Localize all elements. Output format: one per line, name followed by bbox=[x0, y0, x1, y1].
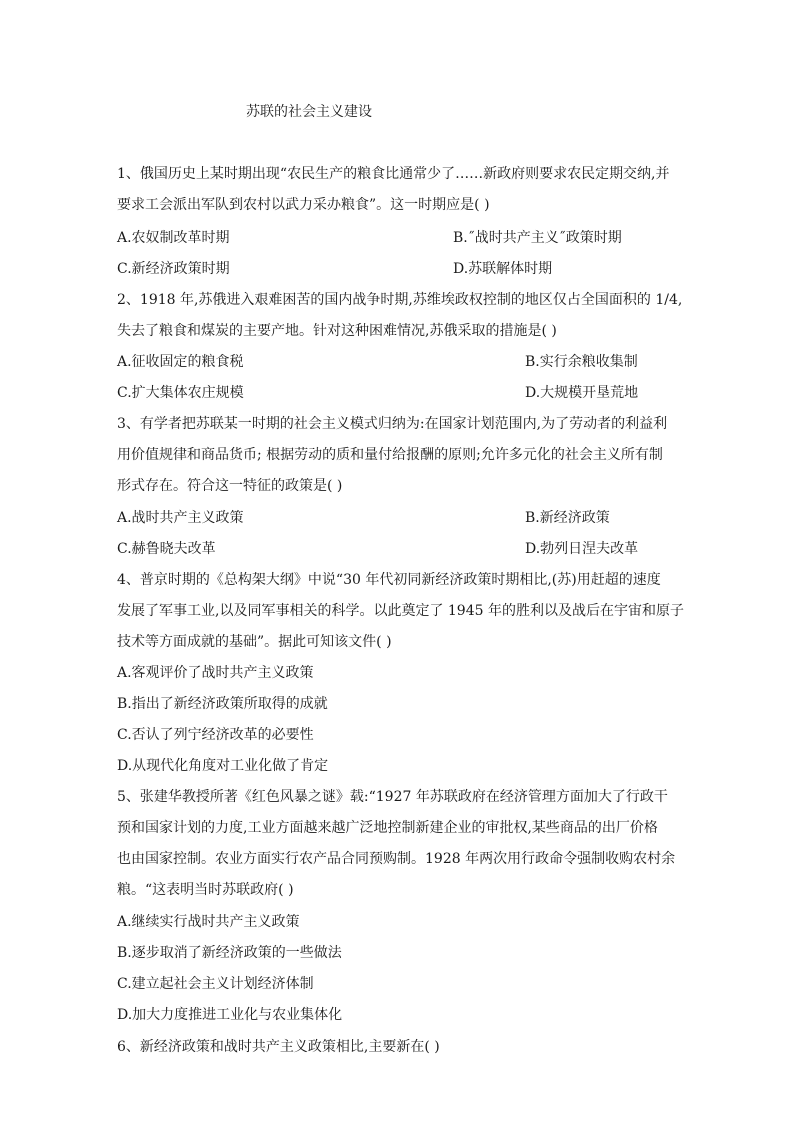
question-1-line-1: 1、俄国历史上某时期出现“农民生产的粮食比通常少了……新政府则要求农民定期交纳,并 bbox=[117, 166, 670, 182]
question-3-line-1: 3、有学者把苏联某一时期的社会主义模式归纳为:在国家计划范围内,为了劳动者的利益利 bbox=[117, 416, 668, 432]
question-2-option-c: C.扩大集体农庄规模 bbox=[117, 385, 244, 401]
question-1-option-c: C.新经济政策时期 bbox=[117, 261, 230, 277]
question-5-line-3: 也由国家控制。农业方面实行农产品合同预购制。1928 年两次用行政命令强制收购农村余 bbox=[117, 851, 676, 867]
question-5-option-c: C.建立起社会主义计划经济体制 bbox=[117, 976, 314, 992]
question-4-option-d: D.从现代化角度对工业化做了肯定 bbox=[117, 758, 329, 774]
page-title: 苏联的社会主义建设 bbox=[246, 104, 372, 120]
question-5-option-b: B.逐步取消了新经济政策的一些做法 bbox=[117, 945, 342, 961]
question-4-option-c: C.否认了列宁经济改革的必要性 bbox=[117, 727, 314, 743]
question-3-option-b: B.新经济政策 bbox=[525, 510, 610, 526]
question-3-line-3: 形式存在。符合这一特征的政策是( ) bbox=[117, 478, 343, 494]
question-6-line-1: 6、新经济政策和战时共产主义政策相比,主要新在( ) bbox=[117, 1039, 440, 1055]
question-4-option-a: A.客观评价了战时共产主义政策 bbox=[117, 665, 314, 681]
question-3-option-a: A.战时共产主义政策 bbox=[117, 510, 244, 526]
question-2-option-d: D.大规模开垦荒地 bbox=[525, 385, 639, 401]
question-5-line-1: 5、张建华教授所著《红色风暴之谜》载:“1927 年苏联政府在经济管理方面加大了行政干 bbox=[117, 789, 668, 805]
question-5-option-d: D.加大力度推进工业化与农业集体化 bbox=[117, 1007, 343, 1023]
question-5-line-2: 预和国家计划的力度,工业方面越来越广泛地控制新建企业的审批权,某些商品的出厂价格 bbox=[117, 820, 658, 836]
question-4-line-1: 4、普京时期的《总构架大纲》中说“30 年代初同新经济政策时期相比,(苏)用赶超的速度 bbox=[117, 572, 661, 588]
question-2-option-b: B.实行余粮收集制 bbox=[525, 354, 638, 370]
question-4-option-b: B.指出了新经济政策所取得的成就 bbox=[117, 696, 328, 712]
question-3-option-c: C.赫鲁晓夫改革 bbox=[117, 541, 216, 557]
question-4-line-2: 发展了军事工业,以及同军事相关的科学。以此奠定了 1945 年的胜利以及战后在宇宙和原子 bbox=[117, 603, 684, 619]
question-2-line-2: 失去了粮食和煤炭的主要产地。针对这种困难情况,苏俄采取的措施是( ) bbox=[117, 323, 557, 339]
question-3-option-d: D.勃列日涅夫改革 bbox=[525, 541, 639, 557]
question-4-line-3: 技术等方面成就的基础”。据此可知该文件( ) bbox=[117, 634, 392, 650]
question-2-line-1: 2、1918 年,苏俄进入艰难困苦的国内战争时期,苏维埃政权控制的地区仅占全国面积的 1/4, bbox=[117, 292, 683, 308]
question-1-option-b: B.˝战时共产主义˝政策时期 bbox=[453, 230, 622, 246]
question-5-line-4: 粮。“这表明当时苏联政府( ) bbox=[117, 882, 294, 898]
question-5-option-a: A.继续实行战时共产主义政策 bbox=[117, 914, 300, 930]
question-1-option-a: A.农奴制改革时期 bbox=[117, 230, 230, 246]
question-3-line-2: 用价值规律和商品货币; 根据劳动的质和量付给报酬的原则;允许多元化的社会主义所有制 bbox=[117, 447, 663, 463]
question-1-line-2: 要求工会派出军队到农村以武力采办粮食”。这一时期应是( ) bbox=[117, 197, 490, 213]
question-1-option-d: D.苏联解体时期 bbox=[453, 261, 553, 277]
question-2-option-a: A.征收固定的粮食税 bbox=[117, 354, 244, 370]
